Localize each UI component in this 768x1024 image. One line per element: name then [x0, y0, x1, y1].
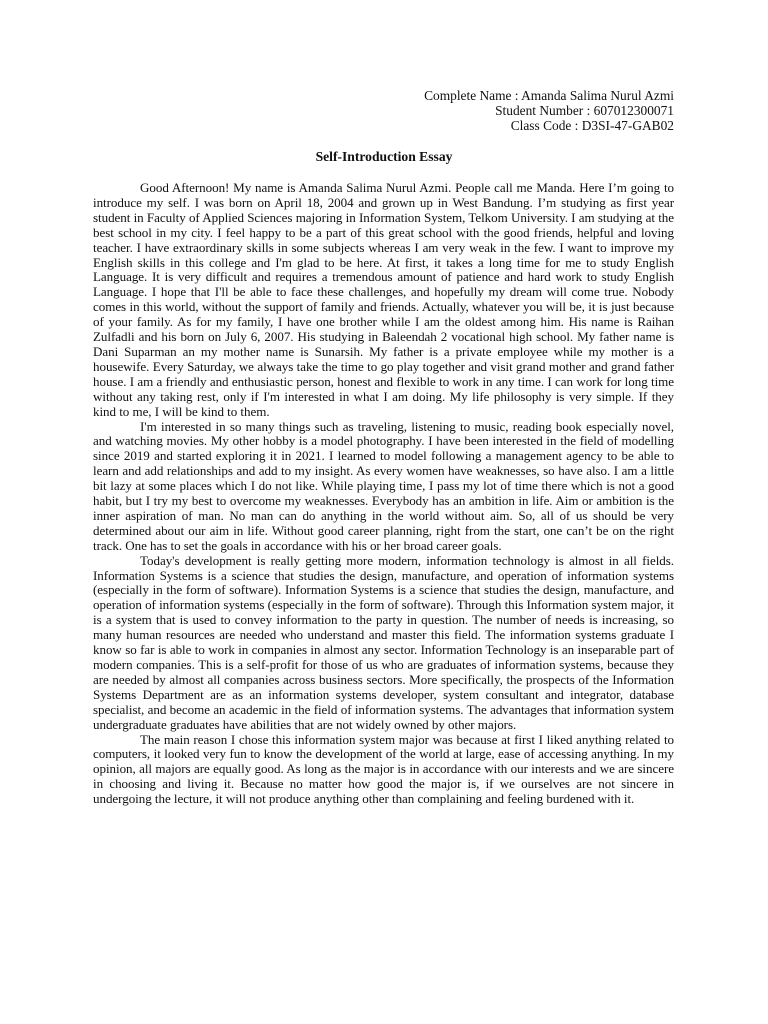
- essay-paragraph-2: I'm interested in so many things such as traveling, listening to music, reading book especially novel, and watching movies. My other hobby is a model photography. I have been interested in the field of modelling since 2019 and started exploring it in 2021. I learned to model following a management agency to be able to learn and add relationships and add to my insight. As every women have weaknesses, so have also. I am a little bit lazy at some places which I do not like. While playing time, I pass my lot of time there which is not a good habit, but I try my best to overcome my weaknesses. Everybody has an ambition in life. Aim or ambition is the inner aspiration of man. No man can do anything in the world without aim. So, all of us should be very determined about our aim in life. Without good career planning, right from the start, one can’t be on the right track. One has to set the goals in accordance with his or her broad career goals.: [93, 418, 674, 553]
- class-code-line: Class Code : D3SI-47-GAB02: [510, 118, 674, 133]
- essay-paragraph-3: Today's development is really getting more modern, information technology is almost in all fields. Information Systems is a science that studies the design, manufacture, and operation of information systems (especially in the form of software). Information Systems is a science that studies the design, manufacture, and operation of information systems (especially in the form of software). Through this Information system major, it is a system that is used to convey information to the party in question. The number of needs is increasing, so many human resources are needed who understand and master this field. The information systems graduate I know so far is able to work in companies in almost any sector. Information Technology is an inseparable part of modern companies. This is a self-profit for those of us who are graduates of information systems, because they are needed by almost all companies across business sectors. More specifically, the prospects of the Information Systems Department are as an information systems developer, system consultant and integrator, database specialist, and become an academic in the field of information systems. The advantages that information system undergraduate graduates have abilities that are not widely owned by other majors.: [93, 552, 674, 732]
- student-info-header: [424, 88, 674, 133]
- student-number-line: Student Number : 607012300071: [495, 103, 674, 118]
- essay-paragraph-1: Good Afternoon! My name is Amanda Salima Nurul Azmi. People call me Manda. Here I’m going to introduce my self. I was born on April 18, 2004 and grown up in West Bandung. I’m studying as first year student in Faculty of Applied Sciences majoring in Information System, Telkom University. I am studying at the best school in my city. I feel happy to be a part of this great school with the good friends, helpful and loving teacher. I have extraordinary skills in some subjects whereas I am very weak in the few. I want to improve my English skills in this college and I'm glad to be here. At first, it takes a long time for me to study English Language. It is very difficult and requires a tremendous amount of patience and hard work to study English Language. I hope that I'll be able to face these challenges, and hopefully my dream will come true. Nobody comes in this world, without the support of family and friends. Actually, whatever you will be, it is just because of your family. As for my family, I have one brother while I am the oldest among him. His name is Raihan Zulfadli and his born on July 6, 2007. His studying in Baleendah 2 vocational high school. My father name is Dani Suparman an my mother name is Sunarsih. My father is a private employee while my mother is a housewife. Every Saturday, we always take the time to go play together and visit grand mother and grand father house. I am a friendly and enthusiastic person, honest and flexible to work in any time. I can work for long time without any taking rest, only if I'm interested in what I am doing. My life philosophy is very simple. If they kind to me, I will be kind to them.: [93, 180, 674, 419]
- essay-title: Self-Introduction Essay: [315, 149, 453, 164]
- essay-paragraph-4: The main reason I chose this information system major was because at first I liked anything related to computers, it looked very fun to know the development of the world at large, ease of accessing anything. In my opinion, all majors are equally good. As long as the major is in accordance with our interests and we are sincere in choosing and living it. Because no matter how good the major is, if we ourselves are not sincere in undergoing the lecture, it will not produce anything other than complaining and feeling burdened with it.: [93, 731, 674, 807]
- essay-body: [93, 181, 674, 807]
- complete-name-line: Complete Name : Amanda Salima Nurul Azmi: [424, 88, 674, 103]
